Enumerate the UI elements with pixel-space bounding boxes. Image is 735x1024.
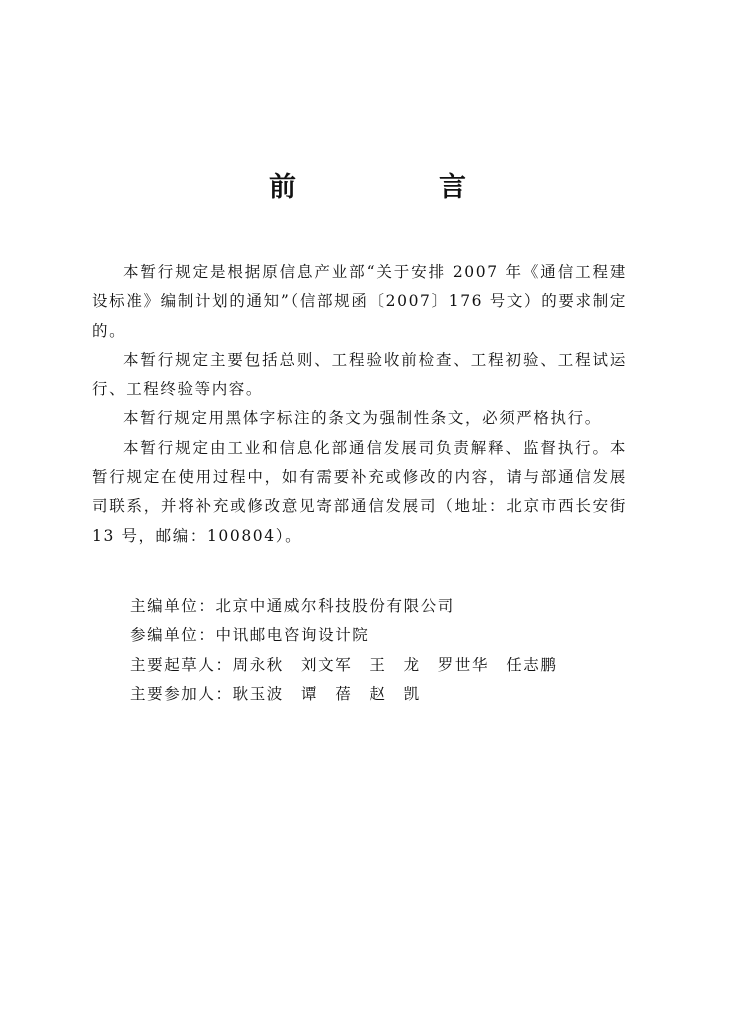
paragraph: 本暂行规定用黑体字标注的条文为强制性条文，必须严格执行。: [123, 409, 602, 428]
paragraph: 本暂行规定主要包括总则、工程验收前检查、工程初验、工程试运行、工程终验等内容。: [92, 350, 627, 399]
paragraph: 本暂行规定由工业和信息化部通信发展司负责解释、监督执行。本暂行规定在使用过程中，如有需要补充或修改的内容，请与部通信发展司联系，并将补充或修改意见寄部通信发展司（地址：北京市西长安街 13 号，邮编：100804）。: [92, 438, 627, 545]
preface-body: [92, 258, 627, 551]
main-participants: 主要参加人：耿玉波 谭 蓓 赵 凯: [130, 684, 421, 703]
credits-block: [130, 592, 630, 709]
co-editor-unit: 参编单位：中讯邮电咨询设计院: [130, 626, 370, 645]
main-drafters: 主要起草人：周永秋 刘文军 王 龙 罗世华 任志鹏: [130, 655, 558, 674]
paragraph: 本暂行规定是根据原信息产业部“关于安排 2007 年《通信工程建设标准》编制计划的通知”（信部规函〔2007〕176 号文）的要求制定的。: [92, 263, 627, 340]
page-title: 前 言: [269, 172, 524, 203]
chief-editor-unit: 主编单位：北京中通威尔科技股份有限公司: [130, 597, 455, 615]
